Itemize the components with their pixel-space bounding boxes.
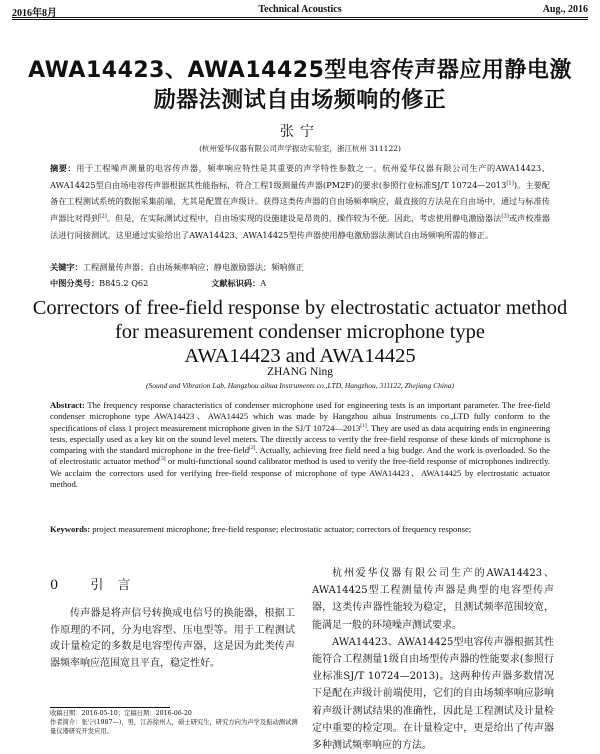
abstract-cn bbox=[50, 160, 550, 244]
title-cn-line1: AWA14423、AWA14425型电容传声器应用静电激 bbox=[28, 58, 572, 83]
abstract-en-text4: or multi-functional sound calibrator method is used to verify the free-field response of microphones indirectly. We acclaim the correctors used for verifying free-field response of microphone of type AWA14423、AWA14425 by electrostatic actuator method. bbox=[50, 456, 550, 490]
journal-name: Technical Acoustics bbox=[258, 4, 342, 15]
affiliation-en: (Sound and Vibration Lab, Hangzhou aihua Instruments co.,LTD, Hangzhou, 311122, Zhejiang China) bbox=[146, 381, 454, 390]
abstract-en-label: Abstract: bbox=[50, 400, 85, 410]
abstract-en-text2: . They are used as data acquiring ends in engineering tests, especially used as a key kit on the sound level meters. The directly access to verify the free-field response of these kinds of microphone is comparing with the standard microphone in the free-field bbox=[50, 422, 550, 456]
keywords-en bbox=[50, 524, 550, 535]
header-date-cn: 2016年8月 bbox=[12, 8, 57, 19]
doc-code-label: 文献标识码： bbox=[211, 278, 261, 288]
body-right-paragraph-1: 杭州爱华仪器有限公司生产的AWA14423、AWA14425型工程测量传声器是典型的电容型传声器，这类传声器性能较为稳定，且测试频率范围较宽，能满足一般的环境噪声测试要求。 bbox=[312, 568, 554, 631]
classification-cn bbox=[50, 275, 550, 291]
doc-code-value: A bbox=[260, 278, 267, 288]
title-cn-line2: 励器法测试自由场频响的修正 bbox=[153, 88, 447, 113]
footnote-author-bio: 作者简介：张宁(1987—)，男，江苏徐州人，硕士研究生，研究方向为声学及振动测试测量仪器研究开发应用。 bbox=[50, 718, 298, 735]
abstract-cn-text: 用于工程噪声测量的电容传声器，频率响应特性是其重要的声学特性参数之一。杭州爱华仪器有限公司生产的AWA14423、AWA14425型自由场电容传声器根据其性能指标，符合工程1级测量传声器(PM2F)的要求(参照行业标准SJ/T 10724—2013 bbox=[50, 163, 550, 190]
abstract-cn-text4: 或声校准器法进行间接测试。这里通过实验给出了AWA14423、AWA14425型传声器使用静电激励器法测试自由场频响所需的修正。 bbox=[50, 213, 550, 240]
title-en-line3: AWA14423 and AWA14425 bbox=[184, 345, 416, 367]
body-right bbox=[312, 565, 554, 754]
keywords-cn bbox=[50, 259, 550, 275]
abstract-cn-text3: 。但是，在实际测试过程中，自由场实现的设施建设是昂贵的，操作较为不便。因此，考虑使用静电激励器法 bbox=[106, 213, 502, 224]
body-left-paragraph: 传声器是将声信号转换成电信号的换能器，根据工作原理的不同，分为电容型、压电型等。用于工程测试或计量检定的多数是电容型传声器，这是因为此类传声器频率响应范围宽且平直，稳定性好。 bbox=[50, 608, 295, 669]
header-rule-top bbox=[12, 17, 588, 18]
clc-label: 中图分类号： bbox=[50, 278, 100, 288]
title-en-line2: for measurement condenser microphone type bbox=[114, 321, 485, 343]
footnote-rule bbox=[50, 707, 170, 708]
abstract-cn-label: 摘要： bbox=[50, 163, 77, 173]
citation-2: [2] bbox=[99, 213, 107, 220]
author-en: ZHANG Ning bbox=[266, 366, 334, 378]
citation-en-2: [2] bbox=[249, 445, 256, 452]
citation-en-3: [3] bbox=[159, 456, 166, 463]
footnote bbox=[50, 710, 300, 736]
keywords-cn-text: 工程测量传声器；自由场频率响应；静电激励器法；频响修正 bbox=[82, 262, 304, 272]
title-en bbox=[20, 296, 580, 368]
body-right-paragraph-2: AWA14423、AWA14425型电容传声器根据其性能符合工程测量1级自由场型传声器的性能要求(参照行业标准SJ/T 10724—2013)。这两种传声器多数情况下是配在声级计前端使用，它们的自由场频率响应影响着声级计测试结果的准确性，因此是工程测试及计量检定中重要的检定项。在计量检定中，更是给出了传声器多种测试频率响应的方法。 bbox=[312, 636, 554, 752]
keywords-cn-label: 关键字： bbox=[50, 262, 83, 272]
running-header bbox=[12, 4, 588, 18]
abstract-en bbox=[50, 400, 550, 490]
keywords-en-label: Keywords: bbox=[50, 524, 91, 534]
citation-3: [3] bbox=[501, 213, 509, 220]
title-en-line1: Correctors of free-field response by electrostatic actuator method bbox=[32, 297, 568, 319]
header-rule-bottom bbox=[12, 19, 588, 20]
citation-1: [1] bbox=[506, 179, 514, 186]
abstract-en-text1: The frequency response characteristics of condenser microphone used for engineering tests is an important parameter. The free-field condenser microphone type AWA14423、AWA14425 which was made by Hangzhou aihua Instruments co.,LTD fully conform to the specifications of class 1 project measurement microphone given in the SJ/T 10724—2013 bbox=[50, 400, 550, 433]
keywords-en-text: project measurement microphone; free-field response; electrostatic actuator; correctors of frequency response; bbox=[92, 524, 472, 534]
footnote-dates: 收稿日期：2016-05-10；定稿日期：2016-06-20 bbox=[50, 710, 192, 717]
header-date-en: Aug., 2016 bbox=[542, 4, 588, 15]
clc-value: B845.2 Q62 bbox=[99, 278, 149, 288]
affiliation-cn: (杭州爱华仪器有限公司声学振动实验室，浙江杭州 311122) bbox=[199, 144, 401, 153]
author-cn: 张宁 bbox=[280, 124, 320, 140]
citation-en-1: [1] bbox=[360, 422, 367, 429]
section-heading-intro: 0 引言 bbox=[50, 578, 145, 593]
abstract-en-text3: . Actually, achieving free field need a big budge. And the work is overloaded. So the of electrostatic actuator method bbox=[50, 445, 550, 467]
abstract-cn-text2: )。主要配备在工程测试系统的数据采集前端，尤其是配置在声级计。获得这类传声器的自由场频率响应，最直接的方法是在自由场中，通过与标准传声器比对得到 bbox=[50, 179, 550, 224]
